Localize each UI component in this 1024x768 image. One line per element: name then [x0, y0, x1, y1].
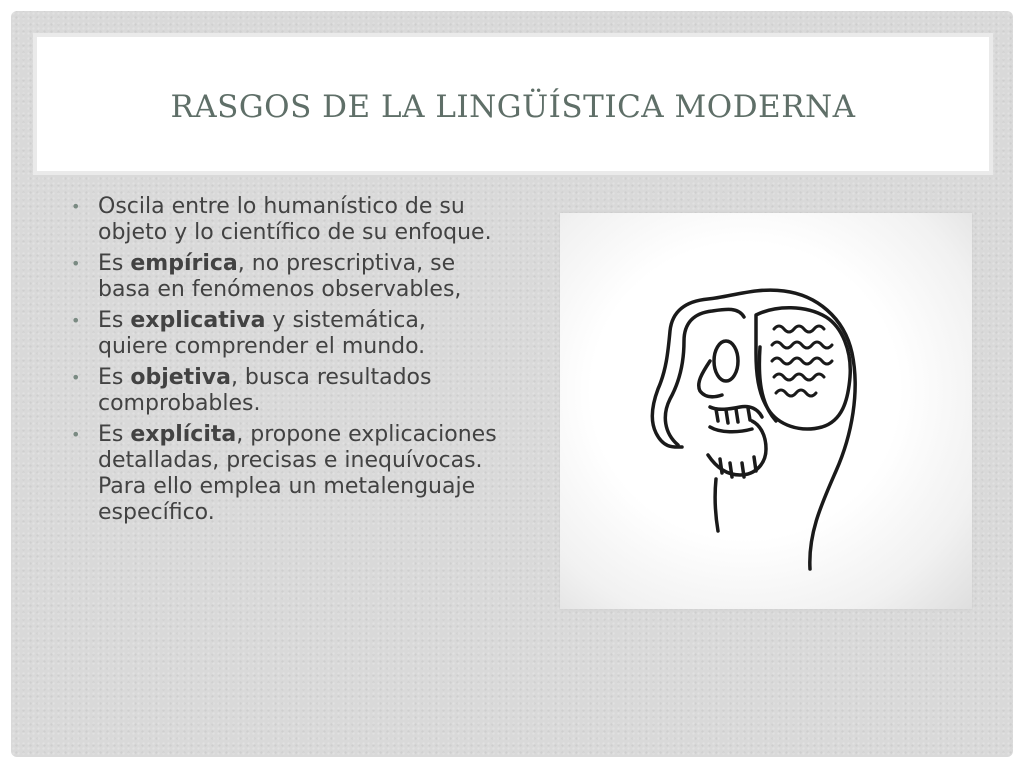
bullet-text: , no prescriptiva, se basa en fenómenos observables,: [98, 251, 462, 302]
bullet-keyword: empírica: [130, 251, 238, 276]
bullet-list: [71, 194, 501, 531]
bullet-item: [71, 308, 501, 360]
bullet-item: [71, 251, 501, 303]
bullet-text: , propone explicaciones detalladas, precisas e inequívocas. Para ello emplea un metalenguaje específico.: [98, 422, 497, 525]
bullet-prefix: Es: [98, 308, 131, 333]
bullet-keyword: objetiva: [130, 365, 231, 390]
title-box: [33, 33, 993, 175]
slide-title: RASGOS DE LA LINGÜÍSTICA MODERNA: [170, 89, 856, 125]
bullet-item: [71, 422, 501, 526]
bullet-prefix: Es: [98, 422, 131, 447]
bullet-prefix: Es: [98, 251, 131, 276]
slide: [11, 11, 1013, 757]
illustration-frame: [560, 213, 972, 609]
bullet-keyword: explícita: [130, 422, 237, 447]
bullet-text: , busca resultados comprobables.: [98, 365, 432, 416]
bullet-item: [71, 194, 501, 246]
bullet-prefix: Es: [98, 365, 131, 390]
bullet-text: y sistemática, quiere comprender el mundo.: [98, 308, 426, 359]
bullet-text: Oscila entre lo humanístico de su objeto y lo científico de su enfoque.: [98, 194, 492, 245]
head-with-brain-text-icon: [560, 213, 972, 609]
bullet-item: [71, 365, 501, 417]
bullet-keyword: explicativa: [130, 308, 266, 333]
